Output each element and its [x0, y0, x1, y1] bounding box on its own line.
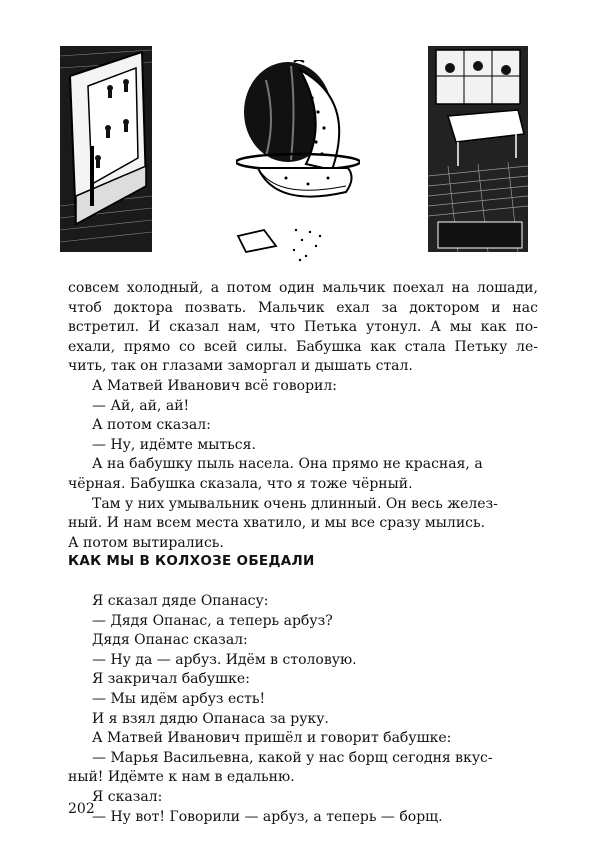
text-line: ный! Идёмте к нам в едальню.: [68, 769, 295, 786]
word: ехал: [336, 299, 370, 316]
word: Мальчик: [257, 299, 325, 316]
word: доктора: [113, 299, 173, 316]
word: ле-: [516, 338, 538, 355]
word: силы.: [245, 338, 288, 355]
word: что: [269, 319, 296, 336]
text-line: А потом сказал:: [92, 417, 211, 434]
word: со: [178, 338, 196, 355]
text-line: Я сказал:: [92, 788, 163, 805]
text-line: — Марья Васильевна, какой у нас борщ сегодня вкус-: [92, 749, 493, 766]
word: встретил.: [68, 319, 140, 336]
text-line: Дядя Опанас сказал:: [92, 632, 248, 649]
word: потом: [226, 280, 272, 296]
word: мы: [449, 319, 472, 336]
word: на: [451, 280, 470, 296]
text-line: ный. И нам всем места хватило, и мы все сразу мылись.: [68, 515, 486, 532]
kitchen-wall-washbasin-illustration: [60, 46, 152, 252]
word: доктором: [409, 299, 480, 316]
word: а: [210, 280, 220, 296]
word: сказал: [169, 319, 219, 336]
word: мальчик: [322, 280, 386, 296]
word: Бабушка: [296, 338, 362, 355]
word: Петька: [304, 319, 358, 336]
word: стала: [404, 338, 446, 355]
text-line: [68, 279, 538, 299]
word: за: [381, 299, 398, 316]
text-line: — Ну да — арбуз. Идём в столовую.: [92, 651, 357, 668]
text-line: чёрная. Бабушка сказала, что я тоже чёрный.: [68, 475, 413, 492]
word: лошади,: [476, 280, 538, 296]
text-line: Я сказал дяде Опанасу:: [92, 593, 269, 609]
word: Петьку: [454, 338, 508, 355]
text-line: — Ну вот! Говорили — арбуз, а теперь — борщ.: [92, 808, 443, 825]
word: всей: [203, 338, 238, 355]
word: как: [480, 319, 507, 336]
text-line: чить, так он глазами заморгал и дышать стал.: [68, 358, 413, 375]
word: А: [430, 319, 441, 336]
text-line: Там у них умывальник очень длинный. Он весь желез-: [92, 495, 498, 512]
text-line: [68, 299, 538, 319]
text-line: — Дядя Опанас, а теперь арбуз?: [92, 612, 333, 629]
text-line: — Мы идём арбуз есть!: [92, 690, 266, 707]
text-line: — Ай, ай, ай!: [92, 397, 190, 414]
paragraph-block-1: [68, 279, 538, 553]
text-line: — Ну, идёмте мыться.: [92, 436, 256, 453]
text-line: Я закричал бабушке:: [92, 671, 250, 688]
word: поехал: [392, 280, 445, 296]
word: И: [148, 319, 161, 336]
word: прямо: [123, 338, 171, 355]
word: позвать.: [184, 299, 247, 316]
text-line: И я взял дядю Опанаса за руку.: [92, 710, 329, 727]
word: нас: [512, 299, 538, 316]
watermelon-illustration: [236, 60, 360, 264]
dining-room-illustration: [428, 46, 528, 252]
word: чтоб: [68, 299, 102, 316]
text-line: А на бабушку пыль насела. Она прямо не красная, а: [92, 456, 483, 473]
chapter-heading: КАК МЫ В КОЛХОЗЕ ОБЕДАЛИ: [68, 553, 315, 569]
text-line: А Матвей Иванович всё говорил:: [92, 377, 337, 394]
text-line: А потом вытирались.: [68, 534, 224, 551]
word: и: [491, 299, 501, 316]
text-line: [68, 338, 538, 358]
text-line: [68, 318, 538, 338]
word: ехали,: [68, 338, 116, 355]
word: нам,: [227, 319, 261, 336]
page-number: 202: [68, 801, 95, 817]
text-line: А Матвей Иванович пришёл и говорит бабушке:: [92, 730, 452, 747]
word: холодный,: [126, 280, 204, 296]
word: как: [370, 338, 397, 355]
word: утонул.: [365, 319, 422, 336]
word: совсем: [68, 280, 120, 296]
word: один: [279, 280, 315, 296]
paragraph-block-2: [68, 592, 538, 827]
word: по-: [515, 319, 538, 336]
